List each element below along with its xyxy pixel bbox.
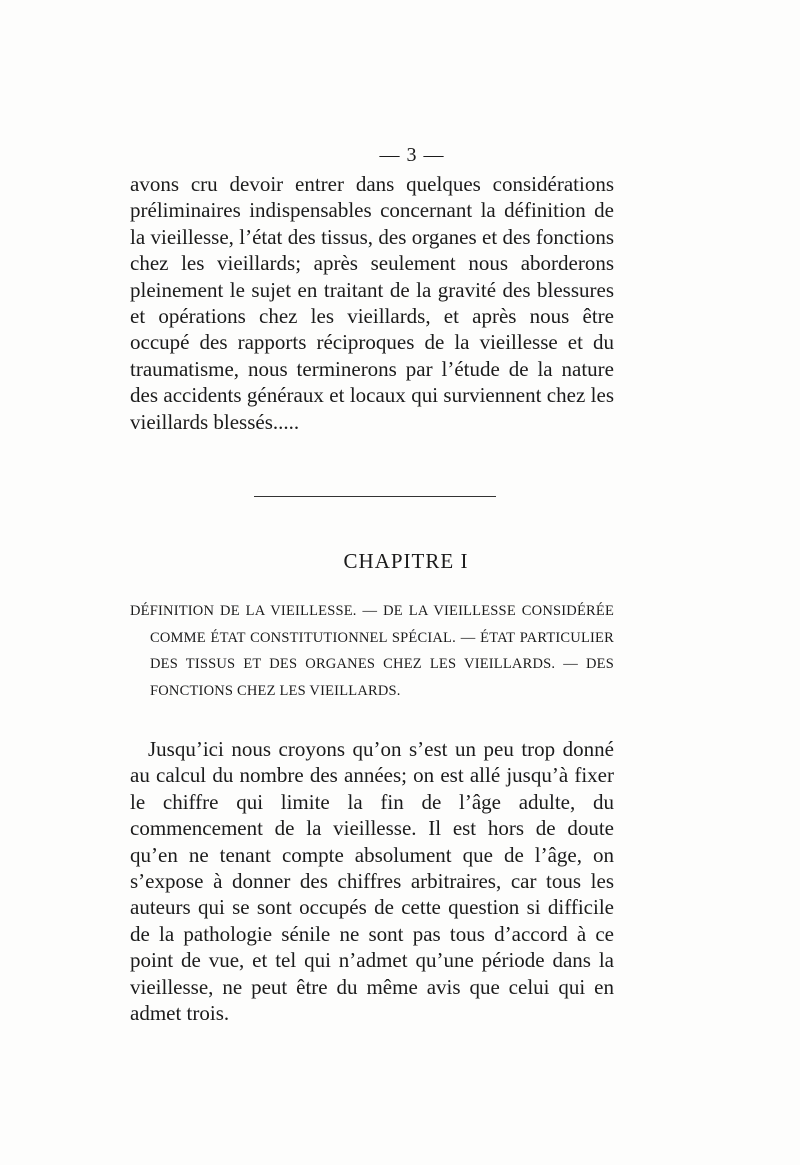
chapter-title: CHAPITRE I — [343, 549, 469, 573]
section-divider — [254, 496, 496, 497]
body-paragraph: Jusqu’ici nous croyons qu’on s’est un peu trop donné au calcul du nombre des années; on est allé jusqu’à fixer le chiffre qui limite la fin de l’âge adulte, du commencement de la vieillesse. Il est hors de doute qu’en ne tenant compte absolument que de l’âge, on s’expose à donner des chiffres arbitraires, car tous les auteurs qui se sont occupés de cette question si difficile de la pathologie sénile ne sont pas tous d’accord à ce point de vue, et tel qui n’admet qu’une période dans la vieillesse, ne peut être du même avis que celui qui en admet trois. — [130, 737, 614, 1026]
page-number: — 3 — — [379, 144, 445, 166]
intro-paragraph: avons cru devoir entrer dans quelques considérations préliminaires indispensables concernant la définition de la vieillesse, l’état des tissus, des organes et des fonctions chez les vieillards; après seulement nous aborderons pleinement le sujet en traitant de la gravité des blessures et opérations chez les vieillards, et après nous être occupé des rapports réciproques de la vieillesse et du traumatisme, nous terminerons par l’étude de la nature des accidents généraux et locaux qui surviennent chez les vieillards blessés..... — [130, 172, 614, 434]
chapter-summary: DÉFINITION DE LA VIEILLESSE. — DE LA VIEILLESSE CONSIDÉRÉE COMME ÉTAT CONSTITUTIONNEL SPÉCIAL. — ÉTAT PARTICULIER DES TISSUS ET DES ORGANES CHEZ LES VIEILLARDS. — DES FONCTIONS CHEZ LES VIEILLARDS. — [130, 603, 614, 699]
